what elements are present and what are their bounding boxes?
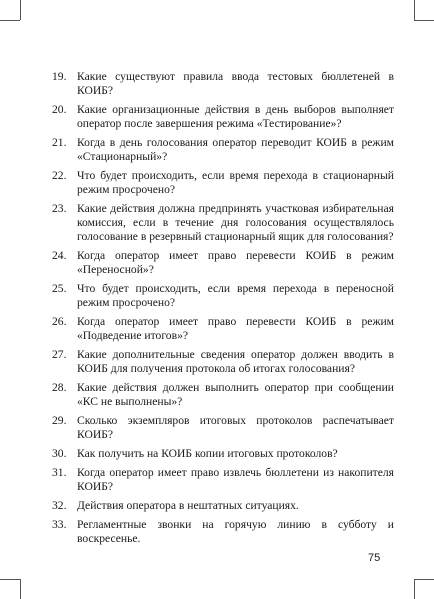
question-number: 29. [52,414,67,427]
question-text: Какие существуют правила ввода тестовых бюллетеней в КОИБ? [77,70,394,97]
question-text: Какие организационные действия в день выборов выполняет оператор после завершения режима «Тестирование»? [77,103,394,130]
question-number: 32. [52,499,67,512]
crop-mark-bottom-left-vertical [20,579,21,599]
question-item [52,249,394,277]
crop-mark-bottom-right-vertical [414,579,415,599]
question-text: Когда оператор имеет право перевести КОИБ в режим «Подведение итогов»? [77,315,394,342]
question-number: 24. [52,249,67,262]
question-number: 22. [52,169,67,182]
question-number: 21. [52,136,67,149]
question-text: Когда оператор имеет право перевести КОИБ в режим «Переносной»? [77,249,394,276]
question-text: Как получить на КОИБ копии итоговых протоколов? [77,447,338,460]
question-number: 19. [52,70,67,83]
question-item [52,70,394,98]
question-number: 30. [52,447,67,460]
crop-mark-bottom-left-horizontal [0,579,20,580]
question-item [52,447,394,461]
crop-mark-bottom-right-horizontal [414,579,434,580]
question-text: Регламентные звонки на горячую линию в субботу и воскресенье. [77,518,394,545]
question-text: Что будет происходить, если время перехода в стационарный режим просрочено? [77,169,394,196]
question-number: 27. [52,348,67,361]
crop-mark-top-left-vertical [20,0,21,20]
question-text: Какие дополнительные сведения оператор должен вводить в КОИБ для получения протокола об итогах голосования? [77,348,394,375]
question-text: Сколько экземпляров итоговых протоколов распечатывает КОИБ? [77,414,394,441]
question-number: 20. [52,103,67,116]
question-item [52,381,394,409]
question-item [52,348,394,376]
question-number: 33. [52,518,67,531]
question-item [52,202,394,244]
question-item [52,315,394,343]
question-list [52,70,394,551]
question-item [52,414,394,442]
question-text: Что будет происходить, если время перехода в переносной режим просрочено? [77,282,394,309]
question-item [52,499,394,513]
crop-mark-top-left-horizontal [0,20,20,21]
question-item [52,136,394,164]
question-item [52,282,394,310]
question-number: 31. [52,466,67,479]
question-number: 25. [52,282,67,295]
question-number: 28. [52,381,67,394]
question-item [52,103,394,131]
question-text: Какие действия должна предпринять участковая избирательная комиссия, если в течение дня голосования осуществлялось голосование в резервный стационарный ящик для голосования? [77,202,394,243]
crop-mark-top-right-vertical [414,0,415,20]
question-item [52,518,394,546]
question-text: Действия оператора в нештатных ситуациях. [77,499,299,512]
page-number: 75 [368,552,381,564]
question-text: Когда оператор имеет право извлечь бюллетени из накопителя КОИБ? [77,466,394,493]
question-item [52,169,394,197]
crop-mark-top-right-horizontal [414,20,434,21]
question-item [52,466,394,494]
question-text: Какие действия должен выполнить оператор при сообщении «КС не выполнены»? [77,381,394,408]
question-number: 26. [52,315,67,328]
question-number: 23. [52,202,67,215]
question-text: Когда в день голосования оператор переводит КОИБ в режим «Стационарный»? [77,136,394,163]
